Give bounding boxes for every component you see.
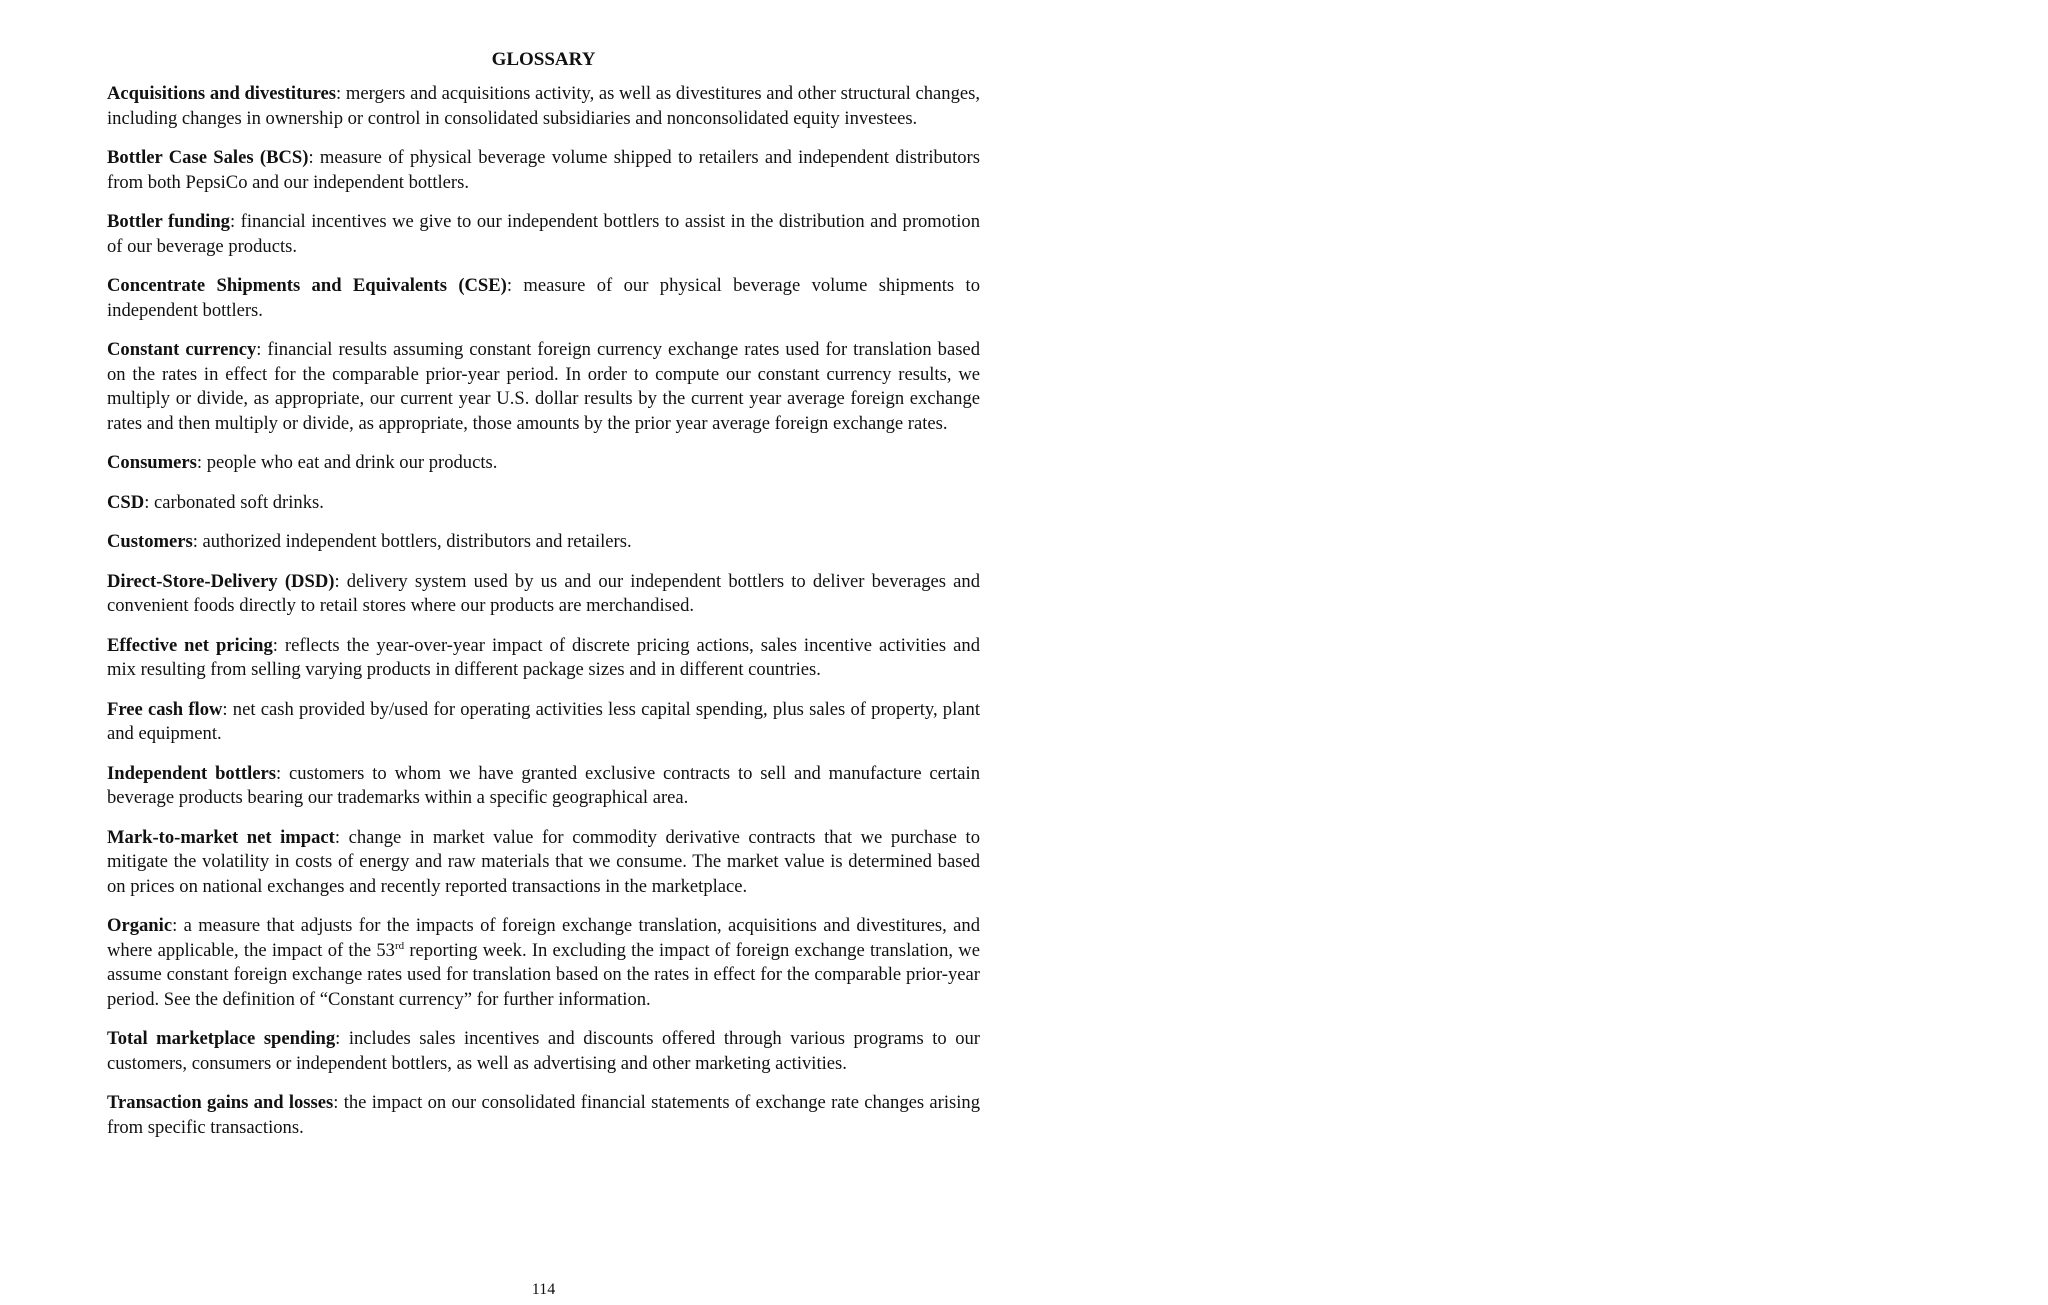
- glossary-entry-concentrate-shipments: [107, 274, 980, 323]
- glossary-entry-customers: [107, 530, 980, 555]
- glossary-entry-direct-store-delivery: [107, 570, 980, 619]
- glossary-entry-csd: [107, 491, 980, 516]
- glossary-definition: : financial results assuming constant foreign currency exchange rates used for translation based on the rates in effect for the comparable prior-year period. In order to compute our constant currency results, we multiply or divide, as appropriate, our current year U.S. dollar results by the current year average foreign exchange rates and then multiply or divide, as appropriate, those amounts by the prior year average foreign exchange rates.: [107, 339, 980, 434]
- glossary-definition: : mergers and acquisitions activity, as well as divestitures and other structural changes, including changes in ownership or control in consolidated subsidiaries and nonconsolidated equity investees.: [107, 83, 981, 129]
- glossary-entry-constant-currency: [107, 338, 980, 436]
- glossary-term: Customers: [107, 531, 193, 552]
- glossary-definition: : change in market value for commodity derivative contracts that we purchase to mitigate the volatility in costs of energy and raw materials that we consume. The market value is determined based on prices on national exchanges and recently reported transactions in the marketplace.: [107, 826, 980, 897]
- glossary-term: Organic: [107, 915, 173, 936]
- page-title: GLOSSARY: [491, 49, 596, 70]
- glossary-entry-transaction-gains-and-losses: [107, 1091, 980, 1140]
- ordinal-superscript: rd: [394, 939, 405, 952]
- glossary-term: Constant currency: [107, 339, 257, 360]
- glossary-definition: : financial incentives we give to our independent bottlers to assist in the distribution and promotion of our beverage products.: [107, 211, 980, 257]
- glossary-entry-independent-bottlers: [107, 762, 980, 811]
- glossary-term: Independent bottlers: [107, 762, 277, 784]
- glossary-entry-acquisitions-and-divestitures: [107, 82, 980, 131]
- glossary-definition: : measure of physical beverage volume shipped to retailers and independent distributors from both PepsiCo and our independent bottlers.: [107, 147, 980, 193]
- glossary-term: Acquisitions and divestitures: [107, 83, 337, 104]
- glossary-entry-bottler-case-sales: [107, 146, 980, 195]
- glossary-definition: : the impact on our consolidated financial statements of exchange rate changes arising from specific transactions.: [107, 1092, 980, 1138]
- glossary-term: Bottler funding: [107, 211, 230, 232]
- glossary-entry-effective-net-pricing: [107, 634, 980, 683]
- glossary-term: Free cash flow: [107, 698, 223, 720]
- glossary-definition: : people who eat and drink our products.: [196, 452, 498, 473]
- glossary-definition: : customers to whom we have granted exclusive contracts to sell and manufacture certain beverage products bearing our trademarks within a specific geographical area.: [107, 762, 981, 808]
- glossary-entry-total-marketplace-spending: [107, 1027, 980, 1076]
- glossary-definition: : delivery system used by us and our independent bottlers to deliver beverages and convenient foods directly to retail stores where our products are merchandised.: [107, 570, 980, 616]
- glossary-entry-consumers: [107, 451, 980, 476]
- glossary-term: Concentrate Shipments and Equivalents (CSE): [107, 275, 507, 296]
- glossary-definition: : carbonated soft drinks.: [144, 491, 324, 513]
- glossary-page: [107, 48, 980, 1155]
- glossary-term: Mark-to-market net impact: [107, 826, 335, 848]
- glossary-term: Direct-Store-Delivery (DSD): [107, 570, 335, 592]
- glossary-term: Bottler Case Sales (BCS): [107, 147, 309, 168]
- glossary-term: Consumers: [107, 452, 197, 473]
- glossary-term: Total marketplace spending: [107, 1028, 336, 1049]
- glossary-definition: : authorized independent bottlers, distributors and retailers.: [192, 531, 632, 552]
- glossary-term: CSD: [107, 491, 145, 513]
- glossary-definition-part: : a measure that adjusts for the impacts of foreign exchange translation, acquisitions and divestitures, and where applicable, the impact of the 53: [107, 915, 980, 961]
- glossary-definition: : net cash provided by/used for operating activities less capital spending, plus sales of property, plant and equipment.: [107, 698, 980, 744]
- glossary-entry-mark-to-market: [107, 826, 980, 900]
- glossary-term: Transaction gains and losses: [107, 1092, 334, 1113]
- page-number: 114: [531, 1281, 556, 1298]
- glossary-term: Effective net pricing: [107, 634, 273, 656]
- glossary-entry-free-cash-flow: [107, 698, 980, 747]
- glossary-definition: : measure of our physical beverage volume shipments to independent bottlers.: [107, 275, 980, 321]
- glossary-entry-organic: [107, 914, 980, 1012]
- glossary-definition: : includes sales incentives and discounts offered through various programs to our customers, consumers or independent bottlers, as well as advertising and other marketing activities.: [107, 1028, 980, 1074]
- glossary-definition-part: reporting week. In excluding the impact of foreign exchange translation, we assume constant foreign exchange rates used for translation based on the rates in effect for the comparable prior-year period. See the definition of “Constant currency” for further information.: [107, 939, 980, 1010]
- glossary-definition: : reflects the year-over-year impact of discrete pricing actions, sales incentive activities and mix resulting from selling varying products in different package sizes and in different countries.: [107, 634, 980, 680]
- glossary-entry-bottler-funding: [107, 210, 980, 259]
